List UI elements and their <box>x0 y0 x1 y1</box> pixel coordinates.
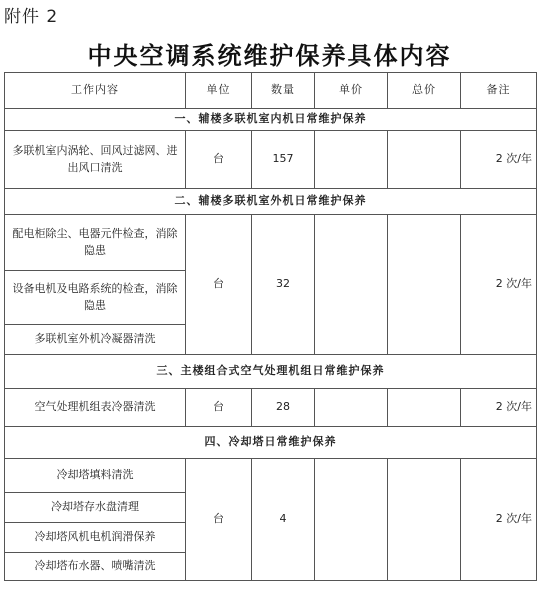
work-item: 设备电机及电路系统的检查，消除隐患 <box>5 271 186 325</box>
total-price-cell <box>388 215 461 355</box>
unit-price-cell <box>315 459 388 581</box>
note-cell: 2 次/年 <box>461 215 537 355</box>
unit-cell: 台 <box>186 459 252 581</box>
table-row <box>5 215 537 271</box>
work-item: 多联机室外机冷凝器清洗 <box>5 325 186 355</box>
header-work-content: 工作内容 <box>5 73 186 109</box>
quantity-cell: 4 <box>252 459 315 581</box>
work-item: 冷却塔填料清洗 <box>5 459 186 493</box>
unit-cell: 台 <box>186 131 252 189</box>
work-item: 冷却塔布水器、喷嘴清洗 <box>5 553 186 581</box>
work-item: 多联机室内涡轮、回风过滤网、进出风口清洗 <box>5 131 186 189</box>
quantity-cell: 28 <box>252 389 315 427</box>
section-title: 四、冷却塔日常维护保养 <box>5 427 537 459</box>
header-unit: 单位 <box>186 73 252 109</box>
work-item: 冷却塔风机电机润滑保养 <box>5 523 186 553</box>
header-note: 备注 <box>461 73 537 109</box>
section-title: 一、辅楼多联机室内机日常维护保养 <box>5 109 537 131</box>
work-item: 空气处理机组表冷器清洗 <box>5 389 186 427</box>
quantity-cell: 32 <box>252 215 315 355</box>
document-title: 中央空调系统维护保养具体内容 <box>87 42 452 70</box>
unit-price-cell <box>315 131 388 189</box>
maintenance-table <box>4 72 537 581</box>
header-quantity: 数量 <box>252 73 315 109</box>
table-row <box>5 459 537 493</box>
section-title: 二、辅楼多联机室外机日常维护保养 <box>5 189 537 215</box>
unit-cell: 台 <box>186 389 252 427</box>
unit-price-cell <box>315 389 388 427</box>
note-cell: 2 次/年 <box>461 389 537 427</box>
table-row <box>5 389 537 427</box>
section-title-row <box>5 109 537 131</box>
section-title-row <box>5 427 537 459</box>
header-total-price: 总价 <box>388 73 461 109</box>
table-header-row <box>5 73 537 109</box>
header-unit-price: 单价 <box>315 73 388 109</box>
section-title-row <box>5 189 537 215</box>
section-title: 三、主楼组合式空气处理机组日常维护保养 <box>5 355 537 389</box>
total-price-cell <box>388 131 461 189</box>
attachment-label: 附件 2 <box>4 7 59 27</box>
note-cell: 2 次/年 <box>461 459 537 581</box>
note-cell: 2 次/年 <box>461 131 537 189</box>
table-row <box>5 131 537 189</box>
work-item: 冷却塔存水盘清理 <box>5 493 186 523</box>
unit-cell: 台 <box>186 215 252 355</box>
total-price-cell <box>388 389 461 427</box>
quantity-cell: 157 <box>252 131 315 189</box>
total-price-cell <box>388 459 461 581</box>
work-item: 配电柜除尘、电器元件检查，消除隐患 <box>5 215 186 271</box>
section-title-row <box>5 355 537 389</box>
unit-price-cell <box>315 215 388 355</box>
